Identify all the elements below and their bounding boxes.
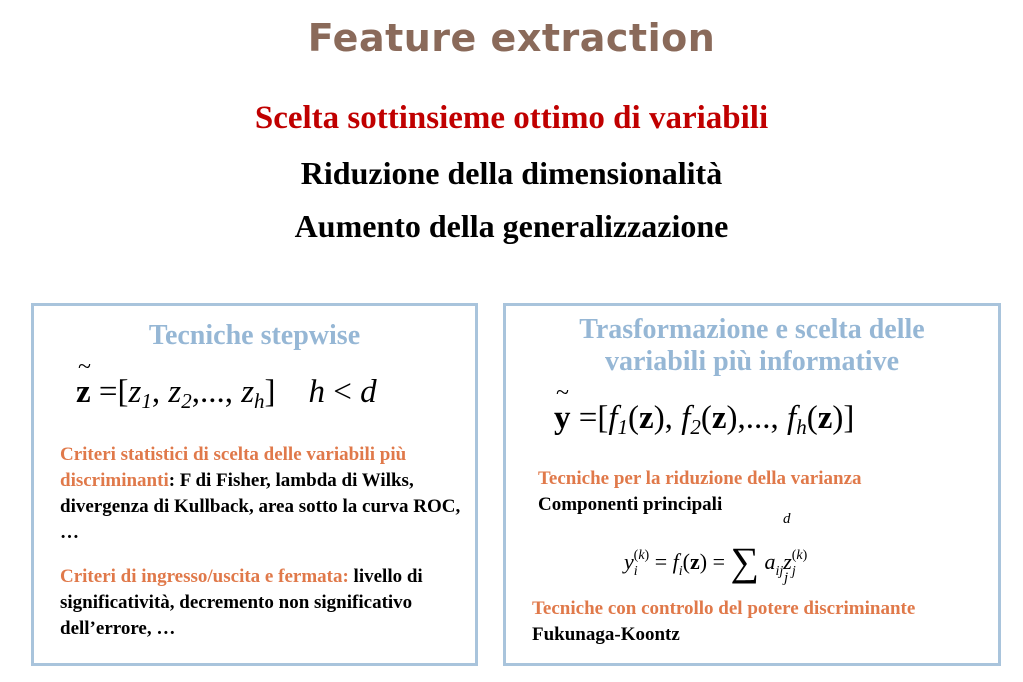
entry-exit-criteria-label: Criteri di ingresso/uscita e fermata: <box>60 566 349 587</box>
variance-reduction-section <box>538 466 988 518</box>
statistical-criteria-label: Criteri statistici di scelta delle variabili più discriminanti <box>60 444 407 491</box>
subtitle-dimensionality: Riduzione della dimensionalità <box>300 155 723 191</box>
transformation-heading-line1: Trasformazione e scelta delle <box>579 314 925 345</box>
statistical-criteria-list: : F di Fisher, lambda di Wilks, divergenza di Kullback, area sotto la curva ROC, … <box>60 470 461 543</box>
pca-formula: $y_i^{(k)} = f_i(z)$ = ∑ $a_{ij}z_j^{(k)}$ d j <box>624 511 808 586</box>
transformation-formula: y ~ $=[f_1(z)$, $f_2(z)$,..., $f_h(z)$] <box>554 380 855 439</box>
entry-exit-criteria-list: livello di significatività, decremento non significativo dell’errore, … <box>60 566 423 639</box>
variance-reduction-label: Tecniche per la riduzione della varianza <box>538 468 862 489</box>
subtitle-red: Scelta sottinsieme ottimo di variabili <box>254 100 769 136</box>
transformation-heading-line2: variabili più informative <box>605 346 899 377</box>
stepwise-heading: Tecniche stepwise <box>148 320 361 351</box>
principal-components-label: Componenti principali <box>538 494 723 515</box>
fukunaga-koontz-label: Fukunaga-Koontz <box>532 624 680 645</box>
stepwise-formula: z ~ $=[z_1$, $z_2$,..., $z_h$] h < d <box>76 354 377 413</box>
transformation-box <box>503 303 1001 666</box>
discriminant-control-label: Tecniche con controllo del potere discriminante <box>532 598 916 619</box>
discriminant-control-section <box>532 596 992 648</box>
statistical-criteria-text <box>60 442 470 546</box>
slide-title: Feature extraction <box>307 16 716 60</box>
subtitle-generalization: Aumento della generalizzazione <box>294 208 729 244</box>
entry-exit-criteria-text <box>60 564 474 642</box>
stepwise-box <box>31 303 478 666</box>
